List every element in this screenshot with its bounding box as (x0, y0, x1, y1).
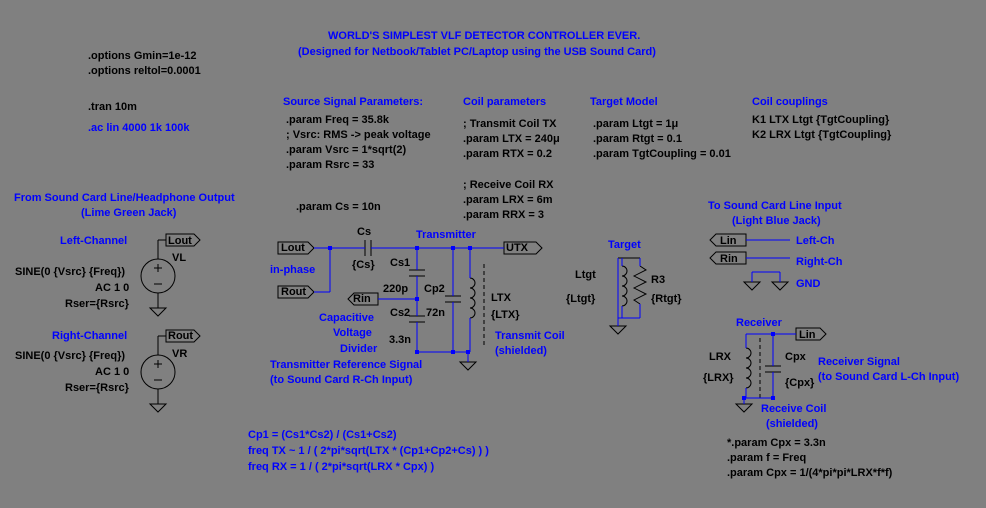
sound-in-title: To Sound Card Line Input (708, 200, 842, 212)
left-ch-label: Left-Ch (796, 235, 835, 247)
r3-resistor-shape (634, 266, 646, 304)
ground-tx-icon (460, 362, 476, 370)
cap-div-label: Divider (340, 343, 378, 355)
rx-coil-label: Receive Coil (761, 403, 827, 415)
coil-tx-line: ; Transmit Coil TX (463, 118, 557, 130)
rout-net-label: Rout (281, 286, 307, 298)
ground-target-icon (610, 326, 626, 334)
cpx-param-line: *.param Cpx = 3.3n (727, 437, 826, 449)
ref-signal-label: Transmitter Reference Signal (270, 359, 423, 371)
source-params-heading: Source Signal Parameters: (283, 96, 424, 108)
ground-in2-icon (772, 282, 788, 290)
ltx-label: LTX (491, 292, 511, 304)
cpx-value: {Cpx} (785, 377, 815, 389)
coil-tx-line: .param RTX = 0.2 (463, 148, 552, 160)
target-label: Target (608, 239, 641, 251)
cpx-param-line: .param Cpx = 1/(4*pi*pi*LRX*f*f) (727, 467, 893, 479)
param-cs: .param Cs = 10n (296, 201, 381, 213)
coil-rx-line: .param LRX = 6m (463, 194, 553, 206)
ltgt-coil-shape (622, 266, 627, 306)
transmitter-label: Transmitter (416, 229, 476, 241)
sound-out-title: From Sound Card Line/Headphone Output (14, 192, 235, 204)
r3-value: {Rtgt} (651, 293, 682, 305)
vl-spec: AC 1 0 (95, 282, 130, 294)
vr-spec: Rser={Rsrc} (65, 382, 129, 394)
ac-directive: .ac lin 4000 1k 100k (88, 122, 190, 134)
tx-coil-label: (shielded) (495, 345, 547, 357)
coupling-line: K1 LTX Ltgt {TgtCoupling} (752, 114, 890, 126)
lrx-label: LRX (709, 351, 731, 363)
formula-line: freq TX ~ 1 / ( 2*pi*sqrt(LTX * (Cp1+Cp2+Cs) ) ) (248, 445, 489, 457)
diagram-subtitle: (Designed for Netbook/Tablet PC/Laptop using the USB Sound Card) (298, 46, 656, 58)
lout-src-label: Lout (168, 235, 192, 247)
gnd-label: GND (796, 278, 821, 290)
formula-line: freq RX = 1 / ( 2*pi*sqrt(LRX * Cpx) ) (248, 461, 435, 473)
cpx-param-line: .param f = Freq (727, 452, 807, 464)
lin-in-label: Lin (720, 235, 737, 247)
cs1-value: 220p (383, 283, 409, 295)
source-param-line: .param Freq = 35.8k (286, 114, 390, 126)
receiver-label: Receiver (736, 317, 782, 329)
cap-div-label: Capacitive (319, 312, 375, 324)
target-model-line: .param Rtgt = 0.1 (593, 133, 682, 145)
ground-vl-icon (150, 308, 166, 316)
cs2-label: Cs2 (390, 307, 411, 319)
ref-signal-label: (to Sound Card R-Ch Input) (270, 374, 413, 386)
source-param-line: ; Vsrc: RMS -> peak voltage (286, 129, 431, 141)
cap-div-label: Voltage (333, 327, 372, 339)
target-model-line: .param TgtCoupling = 0.01 (593, 148, 731, 160)
ground-rx-icon (736, 404, 752, 412)
cp2-label: Cp2 (424, 283, 445, 295)
in-phase-label: in-phase (270, 264, 316, 276)
cs-value: {Cs} (352, 259, 375, 271)
vl-spec: Rser={Rsrc} (65, 298, 129, 310)
target-model-line: .param Ltgt = 1μ (593, 118, 679, 130)
options-reltol: .options reltol=0.0001 (88, 65, 201, 77)
tran-directive: .tran 10m (88, 101, 137, 113)
lout-net-label: Lout (281, 242, 305, 254)
tx-coil-label: Transmit Coil (495, 330, 565, 342)
source-param-line: .param Rsrc = 33 (286, 159, 375, 171)
source-polarity-marks (154, 264, 162, 380)
vl-spec: SINE(0 {Vsrc} {Freq}) (15, 266, 126, 278)
ground-in1-icon (744, 282, 760, 290)
right-ch-label: Right-Ch (796, 256, 843, 268)
vr-spec: AC 1 0 (95, 366, 130, 378)
rin-net-label: Rin (353, 293, 371, 305)
coupling-line: K2 LRX Ltgt {TgtCoupling} (752, 129, 892, 141)
cs1-label: Cs1 (390, 257, 411, 269)
coil-tx-line: .param LTX = 240μ (463, 133, 560, 145)
vr-name: VR (172, 348, 188, 360)
vr-spec: SINE(0 {Vsrc} {Freq}) (15, 350, 126, 362)
couplings-heading: Coil couplings (752, 96, 828, 108)
source-param-line: .param Vsrc = 1*sqrt(2) (286, 144, 407, 156)
ltgt-value: {Ltgt} (566, 293, 596, 305)
lin-rx-label: Lin (799, 329, 816, 341)
coil-rx-line: .param RRX = 3 (463, 209, 545, 221)
options-gmin: .options Gmin=1e-12 (88, 50, 197, 62)
rx-signal-label: Receiver Signal (818, 356, 900, 368)
cs-label: Cs (357, 226, 372, 238)
vl-name: VL (172, 252, 187, 264)
coil-params-heading: Coil parameters (463, 96, 547, 108)
diagram-title: WORLD'S SIMPLEST VLF DETECTOR CONTROLLER EVER. (328, 30, 641, 42)
left-channel-label: Left-Channel (60, 235, 128, 247)
lrx-coil-shape (746, 348, 751, 388)
ground-vr-icon (150, 404, 166, 412)
coil-rx-line: ; Receive Coil RX (463, 179, 554, 191)
lrx-value: {LRX} (703, 372, 734, 384)
rx-coil-label: (shielded) (766, 418, 818, 430)
cpx-label: Cpx (785, 351, 806, 363)
cp2-value: 72n (426, 307, 445, 319)
ltx-coil-shape (470, 278, 475, 318)
cs2-value: 3.3n (389, 334, 412, 346)
sound-out-sub: (Lime Green Jack) (81, 207, 177, 219)
rin-in-label: Rin (720, 253, 738, 265)
rx-signal-label: (to Sound Card L-Ch Input) (818, 371, 960, 383)
utx-net-label: UTX (506, 242, 528, 254)
target-model-heading: Target Model (590, 96, 658, 108)
ltx-value: {LTX} (491, 309, 520, 321)
rout-src-label: Rout (168, 330, 194, 342)
formula-line: Cp1 = (Cs1*Cs2) / (Cs1+Cs2) (248, 429, 397, 441)
r3-label: R3 (651, 274, 666, 286)
sound-in-sub: (Light Blue Jack) (732, 215, 821, 227)
ltgt-label: Ltgt (575, 269, 596, 281)
wire-group (166, 240, 796, 404)
right-channel-label: Right-Channel (52, 330, 128, 342)
